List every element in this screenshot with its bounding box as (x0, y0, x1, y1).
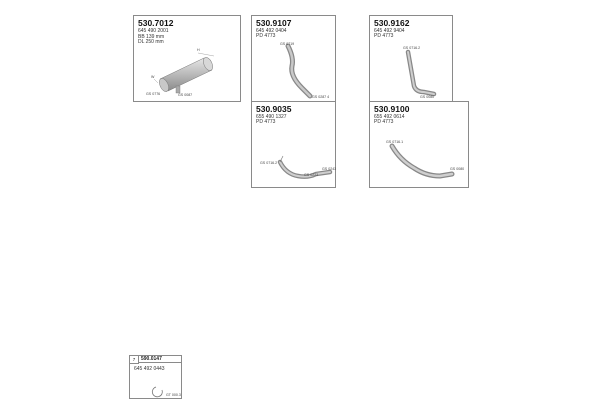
pipe-drawing (252, 16, 337, 103)
part-number-line: 645 490 2001 (138, 28, 169, 34)
part-card-530-9107[interactable] (251, 15, 336, 102)
item-index: 7 (130, 356, 139, 364)
callout-label: GS 0716.1 (386, 140, 404, 144)
part-spec-line: PD 4773 (374, 119, 394, 125)
part-card-590-0147[interactable] (129, 355, 182, 399)
callout-label: H (197, 48, 200, 52)
part-code: 530.9100 (374, 104, 410, 114)
part-number-line: 645 492 0404 (256, 28, 287, 34)
part-number-line: 655 492 0614 (374, 114, 405, 120)
callout-label: W (151, 75, 155, 79)
part-card-530-9035[interactable] (251, 101, 336, 188)
part-spec-line: PD 4773 (374, 33, 394, 39)
callout-label: GS 0716.2 (403, 46, 421, 50)
pipe-drawing (370, 102, 470, 189)
part-number-line: 655 490 1327 (256, 114, 287, 120)
part-code: 530.7012 (138, 18, 174, 28)
callout-label: GS 0719 (280, 42, 295, 46)
part-spec-line: BB 139 mm (138, 34, 165, 40)
callout-label: GS 0776 (146, 92, 161, 96)
callout-label: GS 0243 (322, 167, 337, 171)
part-card-530-9162[interactable] (369, 15, 453, 102)
part-number-line: 645 492 9404 (374, 28, 405, 34)
muffler-drawing (134, 16, 242, 103)
part-code: 590.0147 (138, 356, 181, 363)
callout-label: GS 0080 (420, 95, 435, 99)
part-number-line: 645 492 0443 (134, 366, 165, 372)
pipe-drawing (252, 102, 337, 189)
callout-label: GS 0287 4 (312, 95, 330, 99)
part-code: 530.9162 (374, 18, 410, 28)
callout-label: GS 0087 (178, 93, 193, 97)
callout-label: GT 000.3 (166, 393, 181, 397)
part-spec-line: DL 250 mm (138, 39, 164, 45)
part-spec-line: PD 4773 (256, 119, 276, 125)
part-card-530-7012[interactable] (133, 15, 241, 102)
callout-label: GS 0223 (304, 173, 319, 177)
clamp-drawing (130, 356, 183, 400)
part-card-530-9100[interactable] (369, 101, 469, 188)
pipe-drawing (370, 16, 454, 103)
callout-label: GS 0716.2 (260, 161, 278, 165)
callout-label: GS 0080 (450, 167, 465, 171)
part-code: 530.9035 (256, 104, 292, 114)
part-spec-line: PD 4773 (256, 33, 276, 39)
part-code: 530.9107 (256, 18, 292, 28)
